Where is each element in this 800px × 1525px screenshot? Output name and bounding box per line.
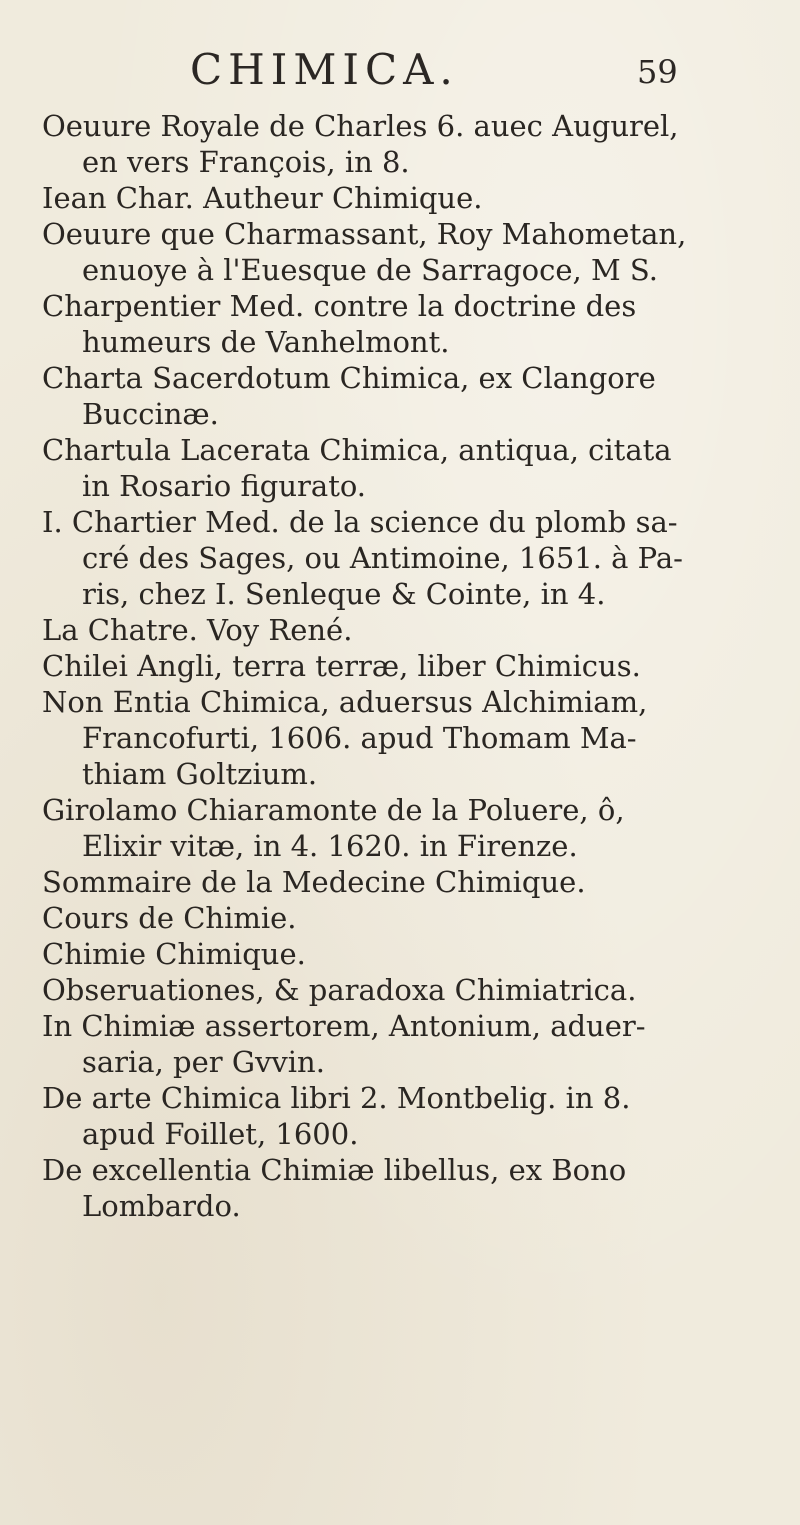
entry-line: Charpentier Med. contre la doctrine des <box>42 289 637 323</box>
entry-line: Iean Char. Autheur Chimique. <box>42 181 483 215</box>
entry-line: Obseruationes, & paradoxa Chimiatrica. <box>42 973 637 1007</box>
entry-line: Francofurti, 1606. apud Thomam Ma- <box>82 721 637 755</box>
entry-line: en vers François, in 8. <box>82 145 410 179</box>
entry-line: enuoye à l'Euesque de Sarragoce, M S. <box>82 253 658 287</box>
entry-line: In Chimiæ assertorem, Antonium, aduer- <box>42 1009 646 1043</box>
entry-line: La Chatre. Voy René. <box>42 613 353 647</box>
entry-line: De arte Chimica libri 2. Montbelig. in 8. <box>42 1081 631 1115</box>
entry-line: thiam Goltzium. <box>82 757 318 791</box>
page-header <box>0 45 800 105</box>
entry-line: cré des Sages, ou Antimoine, 1651. à Pa- <box>82 541 683 575</box>
page-number: 59 <box>637 53 678 91</box>
entry-line: Charta Sacerdotum Chimica, ex Clangore <box>42 361 656 395</box>
entry-line: Non Entia Chimica, aduersus Alchimiam, <box>42 685 648 719</box>
entry-line: Chilei Angli, terra terræ, liber Chimicus. <box>42 649 641 683</box>
entry-line: humeurs de Vanhelmont. <box>82 325 450 359</box>
entry-line: ris, chez I. Senleque & Cointe, in 4. <box>82 577 606 611</box>
entry-line: Oeuure que Charmassant, Roy Mahometan, <box>42 217 687 251</box>
running-title: CHIMICA. <box>190 45 459 94</box>
entry-line: in Rosario figurato. <box>82 469 367 503</box>
entry-line: Lombardo. <box>82 1189 241 1223</box>
entry-line: Sommaire de la Medecine Chimique. <box>42 865 586 899</box>
entry-line: Girolamo Chiaramonte de la Poluere, ô, <box>42 793 625 827</box>
entry-line: Oeuure Royale de Charles 6. auec Augurel, <box>42 109 679 143</box>
entry-line: Chimie Chimique. <box>42 937 306 971</box>
entry-line: Cours de Chimie. <box>42 901 297 935</box>
entry-line: Elixir vitæ, in 4. 1620. in Firenze. <box>82 829 578 863</box>
entry-line: I. Chartier Med. de la science du plomb sa- <box>42 505 678 539</box>
entry-line: De excellentia Chimiæ libellus, ex Bono <box>42 1153 627 1187</box>
entry-line: apud Foillet, 1600. <box>82 1117 359 1151</box>
entry-line: Chartula Lacerata Chimica, antiqua, citata <box>42 433 672 467</box>
entry-line: Buccinæ. <box>82 397 219 431</box>
entry-line: saria, per Gvvin. <box>82 1045 325 1079</box>
